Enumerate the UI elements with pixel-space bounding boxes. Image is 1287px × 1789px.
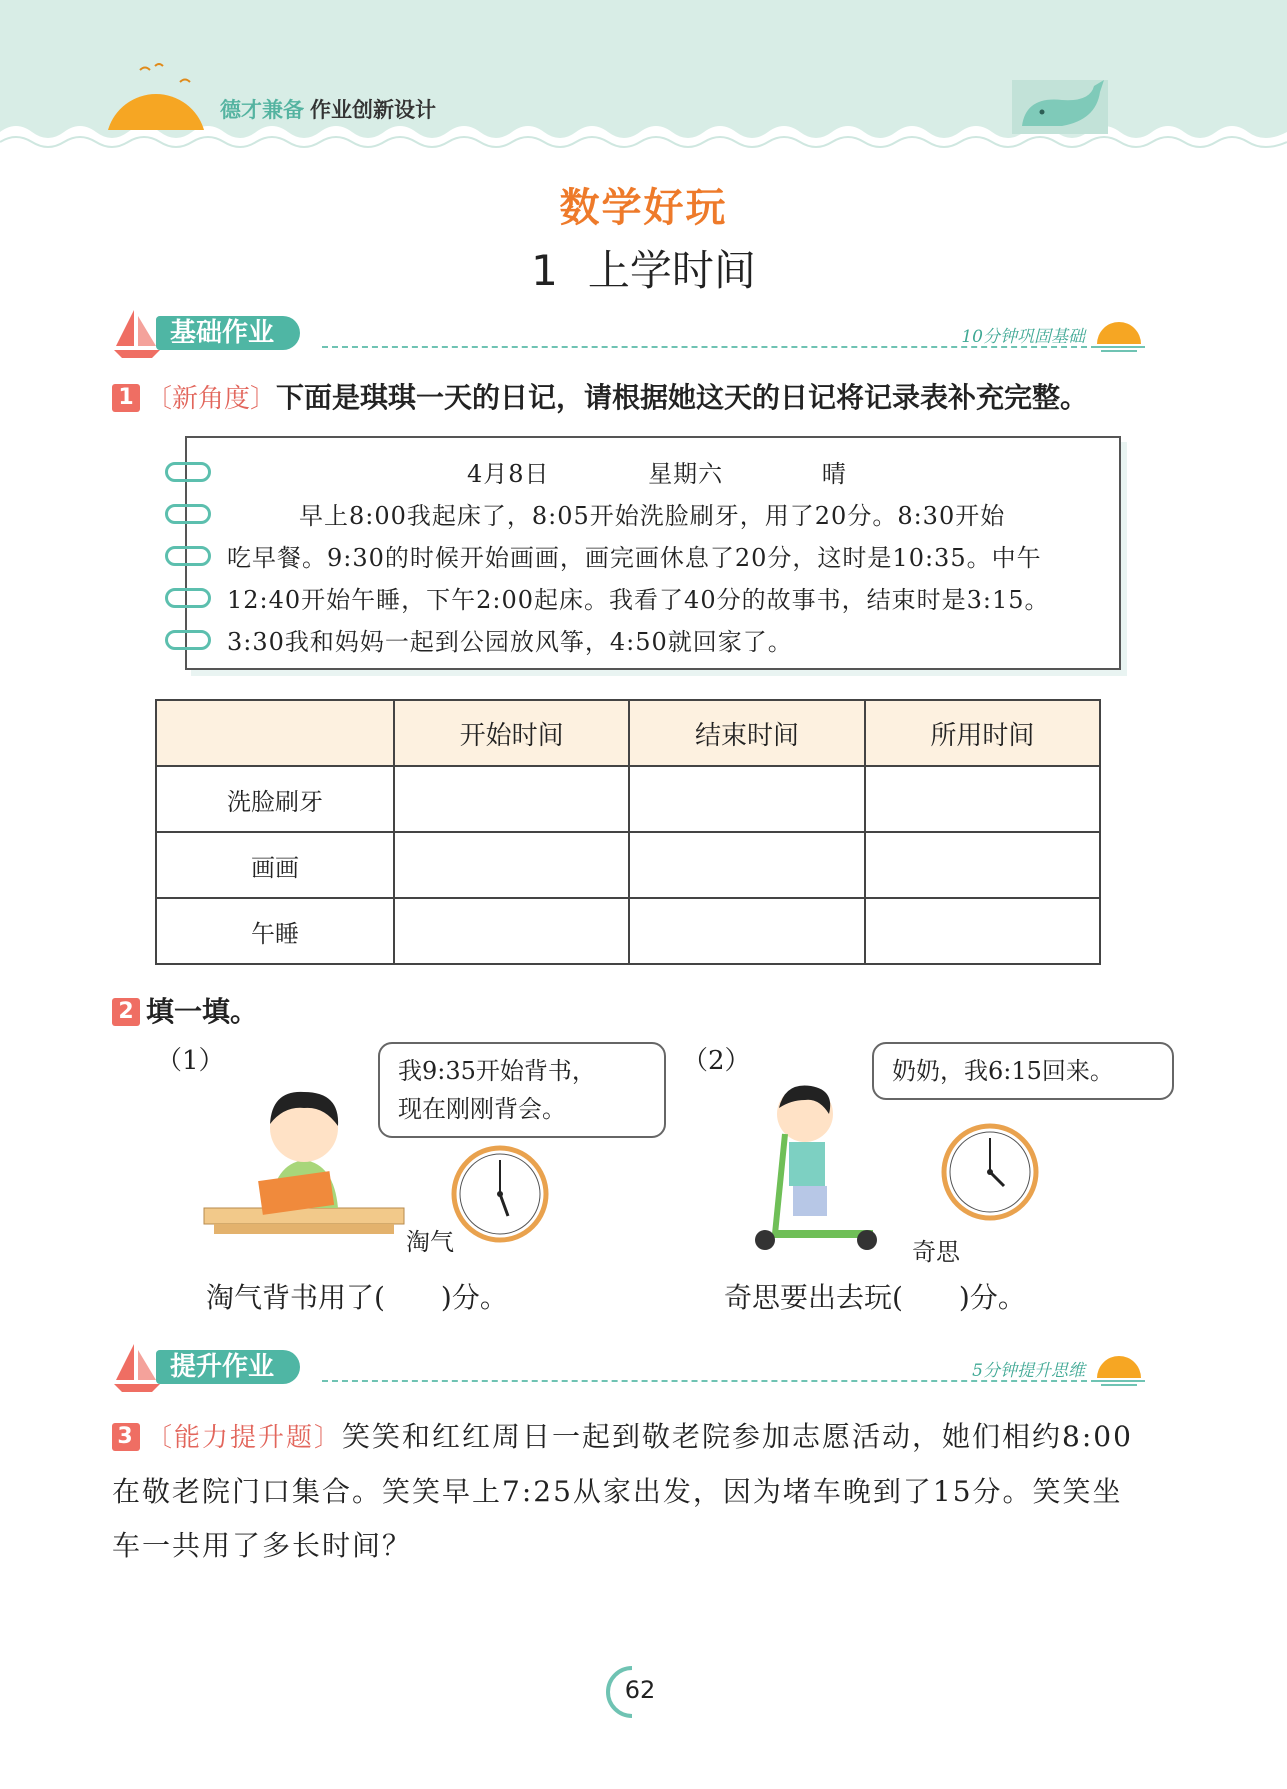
binder-ring-icon [165,588,211,608]
table-header-cell: 开始时间 [394,700,629,766]
question-text: 下面是琪琪一天的日记，请根据她这天的日记将记录表补充完整。 [276,381,1089,414]
section-basic-tip: 10分钟巩固基础 [961,327,1085,347]
question-number: 1 [112,384,140,412]
sun-logo-icon [100,60,210,132]
brand-part2: 作业创新设计 [310,98,436,122]
clock-icon [450,1144,550,1244]
diary-weather: 晴 [821,460,847,488]
section-advanced-label: 提升作业 [156,1350,300,1384]
question-tag: 〔新角度〕 [146,384,277,414]
character-name-taoqi: 淘气 [406,1228,454,1256]
page-number: 62 [624,1676,656,1704]
boy-scooter-illustration [745,1074,895,1254]
diary-line: 3:30我和妈妈一起到公园放风筝，4:50就回家了。 [227,628,793,656]
row-label: 午睡 [156,898,394,964]
speech-bubble-1 [378,1042,666,1138]
section-advanced-tip: 5分钟提升思维 [972,1361,1085,1381]
answer-cell[interactable] [629,898,864,964]
speech-bubble-2: 奶奶，我6:15回来。 [872,1042,1174,1100]
sunset-icon [1091,1352,1147,1386]
question-3 [112,1410,1152,1573]
binder-ring-icon [165,504,211,524]
question-1 [112,376,1088,416]
question-text: 填一填。 [146,995,259,1028]
subquestion-2-label: （2） [682,1046,751,1076]
table-header-cell: 所用时间 [865,700,1100,766]
clock-icon [940,1122,1040,1222]
question-number: 3 [112,1423,140,1451]
record-table [155,699,1101,965]
boy-reading-illustration [200,1080,410,1240]
row-label: 画画 [156,832,394,898]
brand-part1: 德才兼备 [220,98,304,122]
whale-icon [1012,76,1112,136]
table-row [156,832,1100,898]
answer-cell[interactable] [865,766,1100,832]
table-row [156,898,1100,964]
lesson-title-text: 上学时间 [587,246,756,295]
table-header-row [156,700,1100,766]
brand-title [220,94,436,124]
answer-cell[interactable] [394,766,629,832]
bubble-line: 我9:35开始背书， [398,1057,596,1085]
sailboat-icon [112,306,162,360]
fill-blank-2: 奇思要出去玩( )分。 [724,1281,1026,1314]
diary-heading [467,454,1099,489]
answer-cell[interactable] [865,832,1100,898]
character-name-qisi: 奇思 [912,1238,960,1266]
diary-weekday: 星期六 [648,460,724,488]
question-tag: 〔能力提升题〕 [146,1423,343,1453]
answer-cell[interactable] [629,766,864,832]
diary-card [185,436,1121,670]
lesson-title [0,238,1287,298]
row-label: 洗脸刷牙 [156,766,394,832]
answer-cell[interactable] [865,898,1100,964]
unit-title: 数学好玩 [559,185,728,231]
subquestion-1-label: （1） [156,1046,225,1076]
diary-date: 4月8日 [467,460,550,488]
section-basic-label: 基础作业 [156,316,300,350]
table-header-cell: 结束时间 [629,700,864,766]
section-advanced-header [112,1340,1147,1396]
answer-cell[interactable] [394,832,629,898]
question-2 [112,990,258,1030]
answer-cell[interactable] [629,832,864,898]
fill-blank-1: 淘气背书用了( )分。 [206,1281,508,1314]
binder-ring-icon [165,462,211,482]
question-text: 笑笑和红红周日一起到敬老院参加志愿活动，她们相约8:00在敬老院门口集合。笑笑早上7:25从家出发，因为堵车晚到了15分。笑笑坐车一共用了多长时间？ [112,1420,1133,1562]
answer-cell[interactable] [394,898,629,964]
sunset-icon [1091,318,1147,352]
diary-line: 吃早餐。9:30的时候开始画画，画完画休息了20分，这时是10:35。中午 [227,544,1042,572]
binder-ring-icon [165,630,211,650]
question-number: 2 [112,998,140,1026]
table-row [156,766,1100,832]
bubble-line: 现在刚刚背会。 [398,1095,566,1123]
lesson-number: 1 [531,246,558,295]
diary-line: 12:40开始午睡，下午2:00起床。我看了40分的故事书，结束时是3:15。 [227,586,1050,614]
diary-line: 早上8:00我起床了，8:05开始洗脸刷牙，用了20分。8:30开始 [299,502,1006,530]
binder-ring-icon [165,546,211,566]
section-basic-header [112,306,1147,362]
sailboat-icon [112,1340,162,1394]
table-header-cell [156,700,394,766]
